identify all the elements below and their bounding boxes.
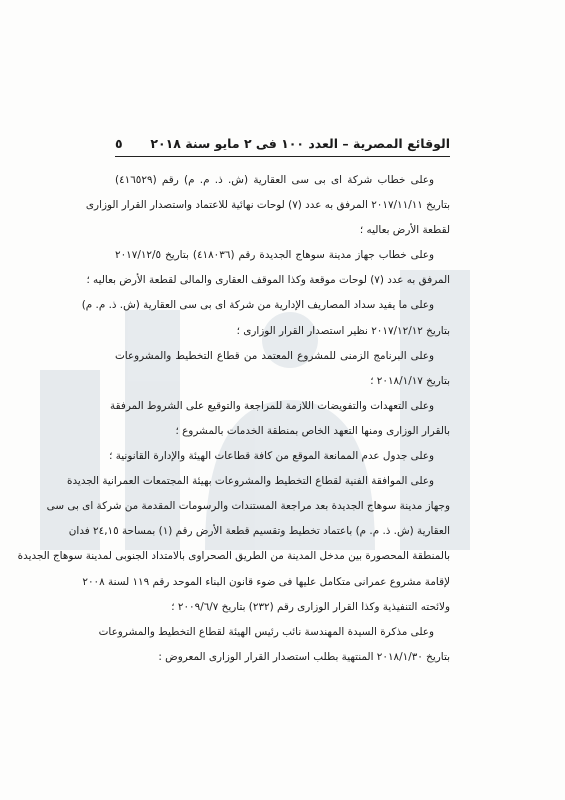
text-line: بتاريخ ٢٠١٨/١/٣٠ المنتهية بطلب استصدار القرار الوزارى المعروض : <box>158 650 450 663</box>
text-line: بتاريخ ٢٠١٧/١١/١١ المرفق به عدد (٧) لوحات نهائية للاعتماد واستصدار القرار الوزارى <box>85 199 450 212</box>
text-line: وعلى ما يفيد سداد المصاريف الإدارية من شركة اى بى سى العقارية (ش. ذ. م. م) <box>81 299 434 312</box>
text-line: ولائحته التنفيذية وكذا القرار الوزارى رقم (٢٣٢) بتاريخ ٢٠٠٩/٦/٧ ؛ <box>171 600 450 613</box>
text-line: بتاريخ ٢٠١٨/١/١٧ ؛ <box>370 374 450 387</box>
header-rule <box>115 156 450 157</box>
document-body <box>17 168 450 670</box>
text-line: وعلى التعهدات والتفويضات اللازمة للمراجعة والتوقيع على الشروط المرفقة <box>110 399 434 412</box>
text-line: وعلى مذكرة السيدة المهندسة نائب رئيس الهيئة لقطاع التخطيط والمشروعات <box>98 625 434 638</box>
paragraph <box>109 444 450 469</box>
text-line: بتاريخ ٢٠١٧/١٢/١٢ نظير استصدار القرار الوزارى ؛ <box>236 324 450 337</box>
paragraph <box>110 394 450 444</box>
paragraph <box>98 620 450 670</box>
text-line: وجهاز مدينة سوهاج الجديدة بعد مراجعة المستندات والرسومات المقدمة من شركة اى بى سى <box>46 500 450 513</box>
page-header <box>115 128 450 158</box>
page-number: ٥ <box>115 135 123 151</box>
text-line: وعلى خطاب جهاز مدينة سوهاج الجديدة رقم (٤١٨٠٣٦) بتاريخ ٢٠١٧/١٢/٥ <box>115 249 434 262</box>
paragraph <box>115 344 450 394</box>
text-line: بالقرار الوزارى ومنها التعهد الخاص بمنطقة الخدمات بالمشروع ؛ <box>175 424 450 437</box>
text-line: العقارية (ش. ذ. م. م) باعتماد تخطيط وتقسيم قطعة الأرض رقم (١) بمساحة ٢٤,١٥ فدان <box>68 525 450 538</box>
paragraph <box>81 293 450 343</box>
text-line: وعلى جدول عدم الممانعة الموقع من كافة قطاعات الهيئة والإدارة القانونية ؛ <box>109 450 434 463</box>
text-line: المرفق به عدد (٧) لوحات موقعة وكذا الموقف العقارى والمالى لقطعة الأرض بعاليه ؛ <box>86 274 450 287</box>
text-line: وعلى البرنامج الزمنى للمشروع المعتمد من قطاع التخطيط والمشروعات <box>115 349 434 362</box>
text-line: وعلى الموافقة الفنية لقطاع التخطيط والمشروعات بهيئة المجتمعات العمرانية الجديدة <box>67 475 434 488</box>
text-line: وعلى خطاب شركة اى بى سى العقارية (ش. ذ. م. م) رقم (٤١٦٥٢٩) <box>115 174 434 186</box>
paragraph <box>17 469 450 620</box>
text-line: لإقامة مشروع عمرانى متكامل عليها فى ضوء قانون البناء الموحد رقم ١١٩ لسنة ٢٠٠٨ <box>82 575 450 588</box>
header-title: الوقائع المصرية – العدد ١٠٠ فى ٢ مايو سنة ٢٠١٨ <box>150 135 450 151</box>
text-line: بالمنطقة المحصورة بين مدخل المدينة من الطريق الصحراوى بالامتداد الجنوبى لمدينة سوهاج الجديدة <box>17 550 450 563</box>
paragraph <box>86 243 450 293</box>
text-line: لقطعة الأرض بعاليه ؛ <box>359 224 450 237</box>
paragraph <box>85 168 450 243</box>
